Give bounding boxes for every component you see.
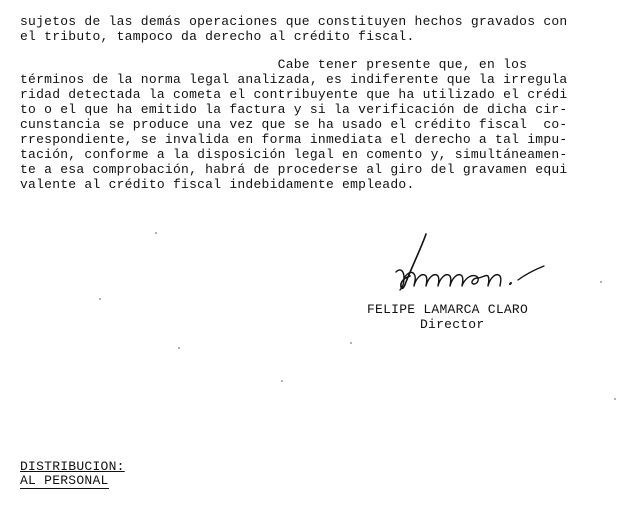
signatory-title: Director (420, 317, 485, 332)
paragraph-2-line-5: cunstancia se produce una vez que se ha usado el crédito fiscal co- (20, 117, 568, 132)
scan-speck (99, 298, 101, 300)
distribution-recipient: AL PERSONAL (20, 473, 109, 488)
handwritten-signature (378, 232, 553, 302)
paragraph-1-line-2: el tributo, tampoco da derecho al crédito fiscal. (20, 29, 415, 44)
paragraph-2-line-7: tación, conforme a la disposición legal en comento y, simultáneamen- (20, 147, 568, 162)
scan-speck (600, 281, 602, 283)
paragraph-1-line-1: sujetos de las demás operaciones que constituyen hechos gravados con (20, 14, 568, 29)
paragraph-2-line-9: valente al crédito fiscal indebidamente empleado. (20, 177, 415, 192)
paragraph-2-line-2: términos de la norma legal analizada, es indiferente que la irregula (20, 72, 568, 87)
scan-speck (155, 232, 157, 234)
scan-speck (614, 398, 616, 400)
paragraph-2-line-1: Cabe tener presente que, en los (20, 57, 528, 72)
scan-speck (281, 380, 283, 382)
paragraph-2-line-8: te a esa comprobación, habrá de procederse al giro del gravamen equi (20, 162, 568, 177)
scan-speck (178, 347, 180, 349)
signatory-name: FELIPE LAMARCA CLARO (367, 302, 529, 317)
paragraph-2-line-6: rrespondiente, se invalida en forma inmediata el derecho a tal impu- (20, 132, 568, 147)
distribution-heading: DISTRIBUCION: (20, 459, 125, 474)
paragraph-2-line-4: to o el que ha emitido la factura y si la verificación de dicha cir- (20, 102, 568, 117)
scan-speck (350, 342, 352, 344)
paragraph-2-line-3: ridad detectada la cometa el contribuyente que ha utilizado el crédi (20, 87, 568, 102)
